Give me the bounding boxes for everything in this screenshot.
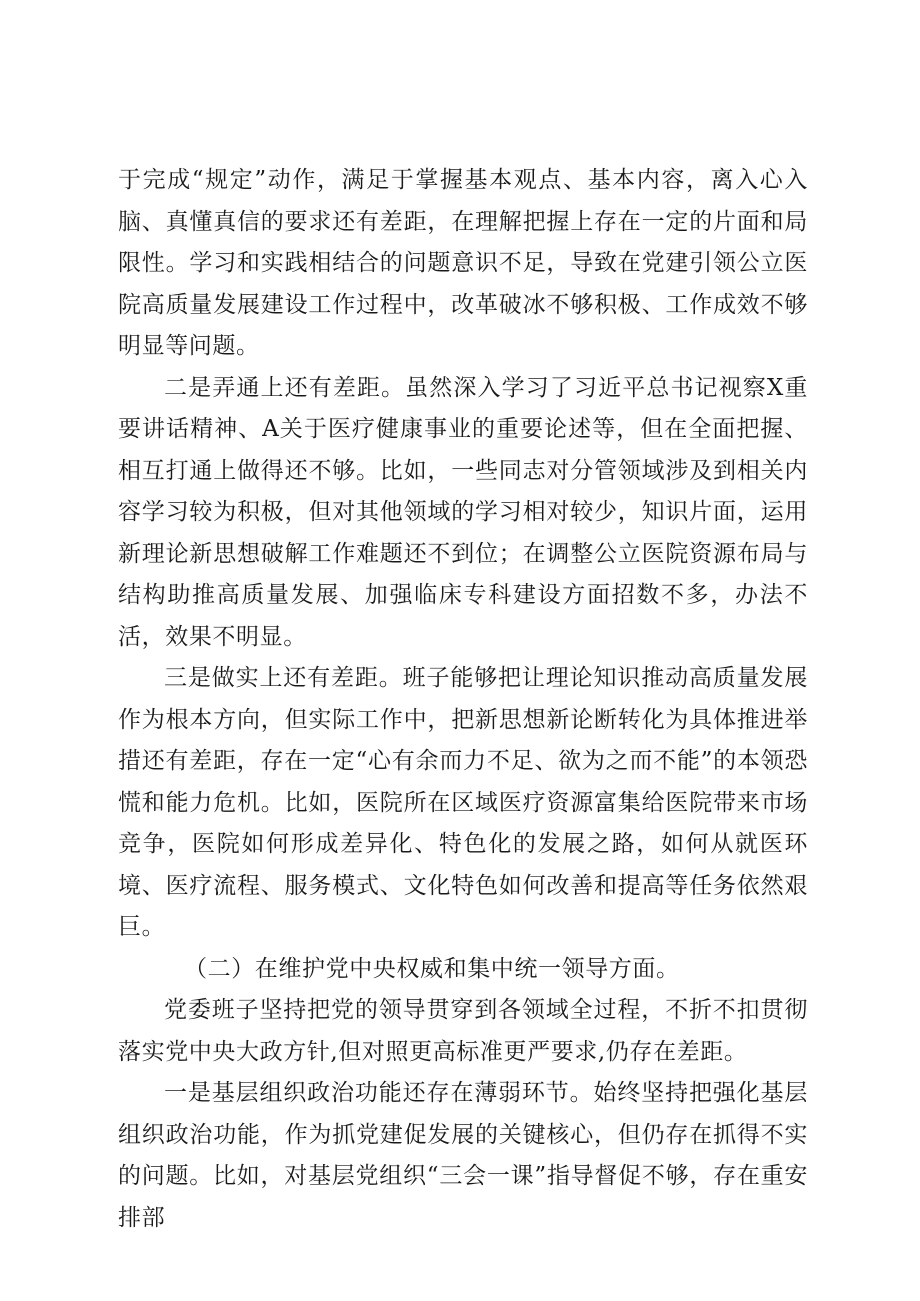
body-paragraph: 一是基层组织政治功能还存在薄弱环节。始终坚持把强化基层组织政治功能，作为抓党建促发展的关键核心，但仍存在抓得不实的问题。比如，对基层党组织“三会一课”指导督促不够，存在重安排部 — [118, 1080, 808, 1231]
body-paragraph: 三是做实上还有差距。班子能够把让理论知识推动高质量发展作为根本方向，但实际工作中，把新思想新论断转化为具体推进举措还有差距，存在一定“心有余而力不足、欲为之而不能”的本领恐慌和能力危机。比如，医院所在区域医疗资源富集给医院带来市场竞争，医院如何形成差异化、特色化的发展之路，如何从就医环境、医疗流程、服务模式、文化特色如何改善和提高等任务依然艰巨。 — [118, 665, 808, 940]
body-paragraph: 于完成“规定”动作，满足于掌握基本观点、基本内容，离入心入脑、真懂真信的要求还有差距，在理解把握上存在一定的片面和局限性。学习和实践相结合的问题意识不足，导致在党建引领公立医院高质量发展建设工作过程中，改革破冰不够积极、工作成效不够明显等问题。 — [118, 167, 808, 359]
section-heading: （二）在维护党中央权威和集中统一领导方面。 — [184, 955, 680, 982]
body-paragraph: 党委班子坚持把党的领导贯穿到各领域全过程，不折不扣贯彻落实党中央大政方针,但对照更高标准更严要求,仍存在差距。 — [118, 997, 808, 1065]
body-paragraph: 二是弄通上还有差距。虽然深入学习了习近平总书记视察X重要讲话精神、A关于医疗健康事业的重要论述等，但在全面把握、相互打通上做得还不够。比如，一些同志对分管领域涉及到相关内容学习较为积极，但对其他领域的学习相对较少，知识片面，运用新理论新思想破解工作难题还不到位；在调整公立医院资源布局与结构助推高质量发展、加强临床专科建设方面招数不多，办法不活，效果不明显。 — [118, 374, 808, 650]
document-body — [118, 160, 808, 1239]
